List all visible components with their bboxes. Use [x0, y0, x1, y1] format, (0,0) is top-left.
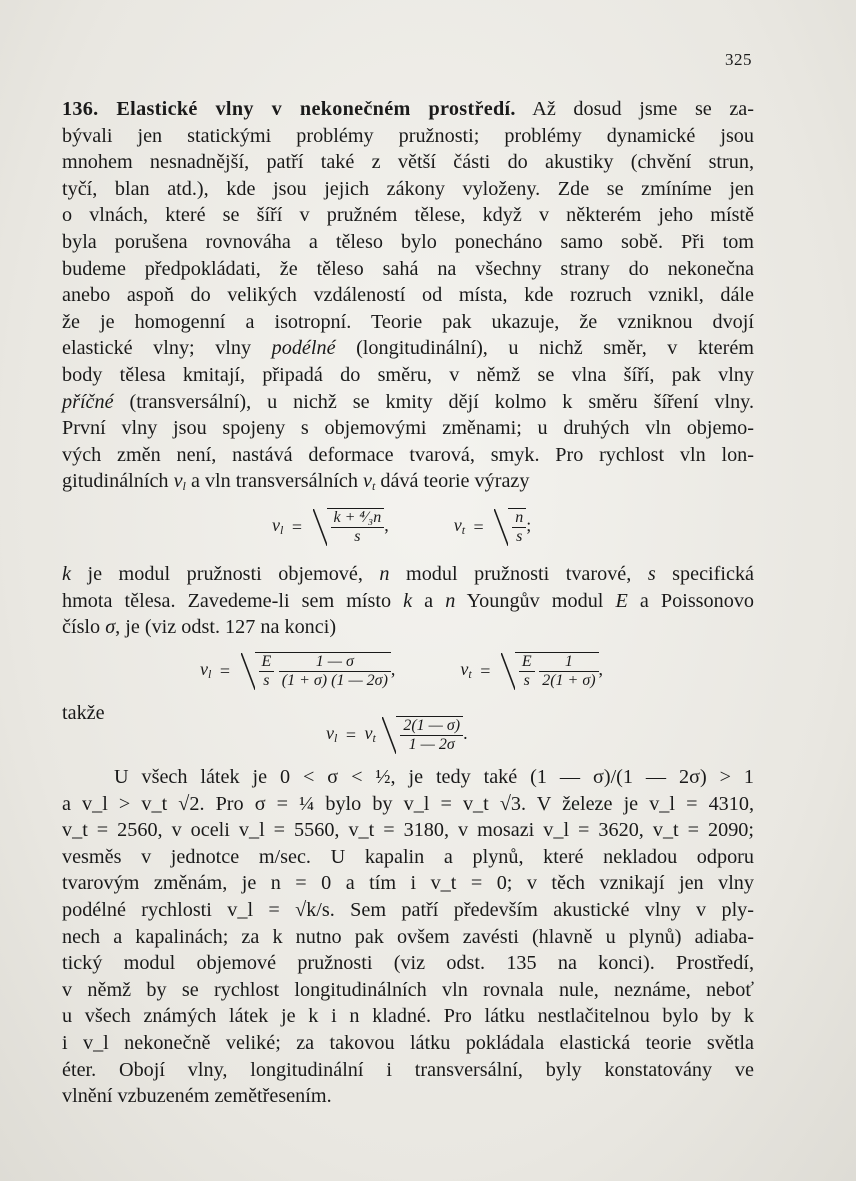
text-line: vých změn není, nastává deformace tvarová, smyk. Pro rychlost vln lon-	[62, 443, 754, 466]
sqrt-transversal-E: $\frac{E}{s}$ $\frac{1}{2(1 + \sigma)}$	[515, 652, 599, 690]
formula-velocities: $v_l$ = $\frac{\text{k + ⁴⁄₃n}}{s}$ , $v_t$ = $\frac{n}{s}$ ;	[272, 509, 532, 545]
body-text	[62, 96, 754, 495]
text-line: o vlnách, které se šíří v pružném tělese, když v některém jeho místě	[62, 204, 754, 227]
text-line: příčné (transversální), u nichž se kmity dějí kolmo k směru šíření vlny.	[62, 390, 754, 413]
text-line: gitudinálních $v_l$ a vln transversálních $v_t$ dává teorie výrazy	[62, 470, 530, 494]
text-line: i v_l nekonečně veliké; za takovou látku pokládala elastická teorie světla	[62, 1031, 754, 1054]
text-line: mnohem nesnadnější, patří také z větší části do akustiky (chvění strun,	[62, 151, 754, 174]
takze-label: takže	[62, 702, 105, 724]
text-line: hmota tělesa. Zavedeme-li sem místo k a n Youngův modul E a Poissonovo	[62, 589, 755, 612]
text-line: že je homogenní a isotropní. Teorie pak ukazuje, že vzniknou dvojí	[62, 310, 754, 333]
body-text-3	[62, 764, 754, 1110]
text-line: číslo σ, je (viz odst. 127 na konci)	[62, 616, 337, 639]
sqrt-longitudinal-E: $\frac{E}{s}$ $\frac{1 — \sigma}{(1 + \sigma) (1 — 2\sigma)}$	[255, 652, 391, 690]
text-line: anebo aspoň do velikých vzdáleností od místa, kde rozruch vznikl, dále	[62, 284, 754, 307]
text-line: tvarovým změnám, je n = 0 a tím i v_t = 0; v těch vznikají jen vlny	[62, 872, 754, 895]
text-line: vlnění vzbuzeném zemětřesením.	[62, 1085, 332, 1108]
text-line: éter. Obojí vlny, longitudinální i transversální, byly konstatovány ve	[62, 1058, 754, 1081]
sqrt-longitudinal: $\frac{\text{k + ⁴⁄₃n}}{s}$	[327, 508, 385, 546]
sqrt-ratio: $\frac{2(1 — \sigma)}{1 — 2\sigma}$	[396, 716, 463, 754]
text-line: 136. Elastické vlny v nekonečném prostředí. Až dosud jsme se za-	[62, 98, 754, 120]
text-line: a v_l > v_t √2. Pro σ = ¼ bylo by v_l = v_t √3. V železe je v_l = 4310,	[62, 792, 754, 815]
text-line: vesměs v jednotce m/sec. U kapalin a plynů, které nekladou odporu	[62, 845, 754, 868]
formula-young-poisson: $v_l$ = $\frac{E}{s}$ $\frac{1 — \sigma}{(1 + \sigma) (1 — 2\sigma)}$ , $v_t$ = $\frac{E}{s}$ $\frac{1}{2(1 + \sigma)}$ ,	[200, 653, 604, 689]
sqrt-transversal: $\frac{n}{s}$	[508, 508, 526, 546]
text-line: v_t = 2560, v oceli v_l = 5560, v_t = 3180, v mosazi v_l = 3620, v_t = 2090;	[62, 819, 754, 842]
text-line: u všech známých látek je k i n kladné. Pro látku nestlačitelnou bylo by k	[62, 1005, 754, 1028]
section-heading: 136. Elastické vlny v nekonečném prostředí.	[62, 98, 516, 120]
text-line: v němž by se rychlost longitudinálních vln rovnala nule, neznáme, neboť	[62, 978, 754, 1001]
text-line: k je modul pružnosti objemové, n modul pružnosti tvarové, s specifická	[62, 563, 755, 585]
text-line: podélné rychlosti v_l = √k/s. Sem patří především akustické vlny v ply-	[62, 898, 754, 921]
text-line: U všech látek je 0 < σ < ½, je tedy také (1 — σ)/(1 — 2σ) > 1	[114, 766, 754, 788]
page-number: 325	[725, 50, 752, 69]
text-line: nech a kapalinách; za k nutno pak ovšem zavésti (hlavně u plynů) adiaba-	[62, 925, 754, 948]
text-line: budeme předpokládati, že těleso sahá na všechny strany do nekonečna	[62, 257, 754, 280]
text-line: První vlny jsou spojeny s objemovými změnami; u druhých vln objemo-	[62, 417, 754, 440]
text-line: tický modul objemové pružnosti (viz odst. 135 na konci). Prostředí,	[62, 952, 754, 975]
text-line: tyčí, blan atd.), kde jsou jejich zákony vyloženy. Zde se zmíníme jen	[62, 177, 754, 200]
formula-ratio: $v_l = v_t$ $\frac{2(1 — \sigma)}{1 — 2\sigma}$ .	[326, 717, 468, 753]
text-line: bývali jen statickými problémy pružnosti; problémy dynamické jsou	[62, 124, 754, 147]
text-line: body tělesa kmitají, připadá do směru, v němž se vlna šíří, pak vlny	[62, 363, 754, 386]
text-line: elastické vlny; vlny podélné (longitudinální), u nichž směr, v kterém	[62, 337, 754, 360]
body-text-2	[62, 561, 754, 641]
text-line: byla porušena rovnováha a těleso bylo ponecháno samo sobě. Při tom	[62, 230, 754, 253]
